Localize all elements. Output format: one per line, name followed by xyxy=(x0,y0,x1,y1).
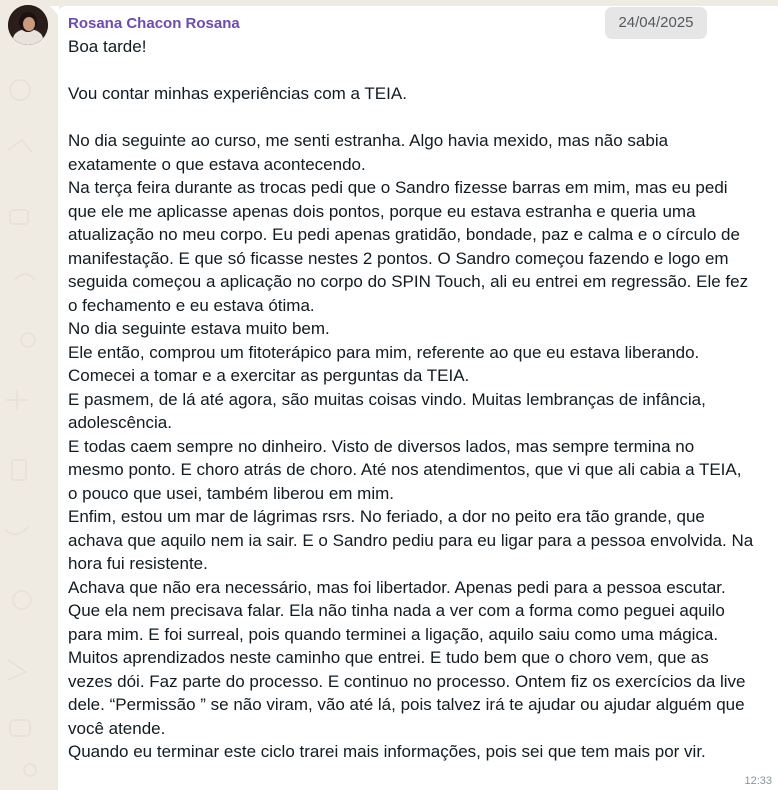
message-line: Achava que não era necessário, mas foi libertador. Apenas pedi para a pessoa escutar. xyxy=(68,577,726,597)
message-line: o pouco que usei, também liberou em mim. xyxy=(68,483,394,503)
message-line: mesmo ponto. E choro atrás de choro. Até nos atendimentos, que vi que ali cabia a TEIA, xyxy=(68,460,742,479)
message-line: adolescência. xyxy=(68,413,172,432)
message-line: No dia seguinte estava muito bem. xyxy=(68,319,330,338)
message-line xyxy=(68,59,770,83)
message-line: Muitos aprendizados neste caminho que entrei. E tudo bem que o choro vem, que as xyxy=(68,648,709,667)
message-line: hora fui resistente. xyxy=(68,554,208,573)
message-line: Comecei a tomar e a exercitar as perguntas da TEIA. xyxy=(68,366,470,385)
sender-name[interactable]: Rosana Chacon Rosana xyxy=(68,15,240,32)
message-line: achava que aquilo nem ia sair. E o Sandro pediu para eu ligar para a pessoa envolvida. Na xyxy=(68,530,754,550)
message-line: No dia seguinte ao curso, me senti estranha. Algo havia mexido, mas não sabia xyxy=(68,131,669,150)
message-text xyxy=(68,35,770,764)
message-line: seguida começou a aplicação no corpo do SPIN Touch, ali eu entrei em regressão. Ele fez xyxy=(68,272,749,291)
message-line: vezes dói. Faz parte do processo. E continuo no processo. Ontem fiz os exercícios da live xyxy=(68,671,746,691)
message-line: Que ela nem precisava falar. Ela não tinha nada a ver com a forma como peguei aquilo xyxy=(68,601,725,620)
message-bubble[interactable] xyxy=(58,6,778,790)
message-line: Na terça feira durante as trocas pedi que o Sandro fizesse barras em mim, mas eu pedi xyxy=(68,178,728,197)
message-line: Vou contar minhas experiências com a TEIA. xyxy=(68,84,407,103)
message-line: Ele então, comprou um fitoterápico para mim, referente ao que eu estava liberando. xyxy=(68,342,700,362)
message-line: dele. “Permissão ” se não viram, vão até lá, pois talvez irá te ajudar ou ajudar alguém que xyxy=(68,695,745,714)
message-line: Quando eu terminar este ciclo trarei mais informações, pois sei que tem mais por vir. xyxy=(68,742,706,761)
message-line: E todas caem sempre no dinheiro. Visto de diversos lados, mas sempre termina no xyxy=(68,436,695,456)
message-line xyxy=(68,106,770,130)
message-line: Boa tarde! xyxy=(68,37,147,56)
message-line: que ele me aplicasse apenas dois pontos, porque eu estava estranha e queria uma xyxy=(68,201,696,221)
message-line: exatamente o que estava acontecendo. xyxy=(68,154,366,174)
message-line: E pasmem, de lá até agora, são muitas coisas vindo. Muitas lembranças de infância, xyxy=(68,389,706,409)
sender-avatar[interactable] xyxy=(8,5,48,45)
message-line: o fechamento e eu estava ótima. xyxy=(68,295,315,315)
message-line: Enfim, estou um mar de lágrimas rsrs. No feriado, a dor no peito era tão grande, que xyxy=(68,507,705,526)
message-line: manifestação. E que só ficasse nestes 2 pontos. O Sandro começou fazendo e logo em xyxy=(68,248,729,268)
message-line: para mim. E foi surreal, pois quando terminei a ligação, aquilo saiu como uma mágica. xyxy=(68,624,719,644)
user-photo-avatar-icon xyxy=(8,5,48,45)
date-badge: 24/04/2025 xyxy=(605,7,707,39)
message-line: atualização no meu corpo. Eu pedi apenas gratidão, bondade, paz e calma e o círculo de xyxy=(68,225,740,244)
message-line: você atende. xyxy=(68,718,166,738)
message-timestamp: 12:33 xyxy=(744,775,772,787)
